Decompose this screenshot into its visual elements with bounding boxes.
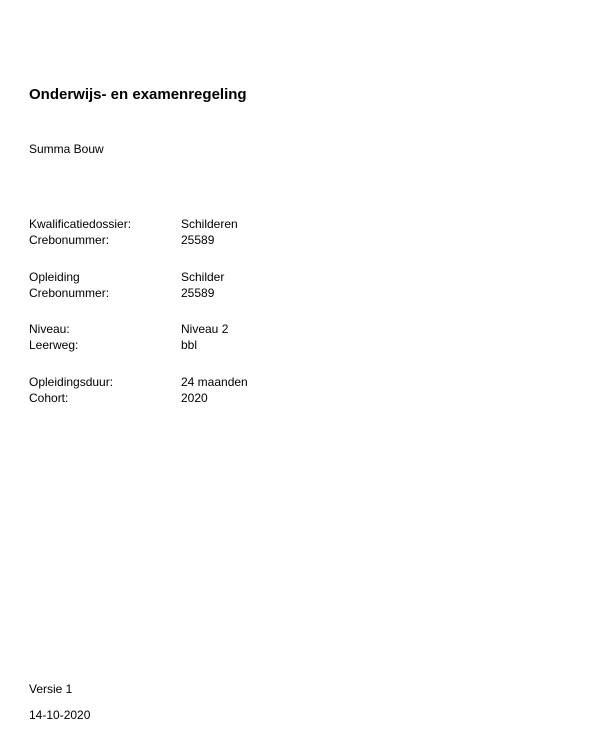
detail-group-level xyxy=(29,321,248,353)
detail-row xyxy=(29,321,248,337)
detail-label: Opleiding xyxy=(29,269,80,284)
detail-row xyxy=(29,269,248,285)
detail-value: 25589 xyxy=(181,285,215,300)
detail-row xyxy=(29,374,248,390)
detail-label: Crebonummer: xyxy=(29,285,110,300)
qualification-details xyxy=(29,216,248,426)
detail-value: 24 maanden xyxy=(181,374,248,389)
detail-value: Schilder xyxy=(181,269,225,284)
detail-label: Leerweg: xyxy=(29,338,79,352)
detail-row xyxy=(29,232,248,248)
detail-group-qualification xyxy=(29,216,248,248)
organization-name: Summa Bouw xyxy=(29,142,104,156)
detail-label: Crebonummer: xyxy=(29,233,110,247)
detail-row xyxy=(29,285,248,301)
detail-label: Niveau: xyxy=(29,322,70,336)
detail-value: 2020 xyxy=(181,390,208,405)
detail-value: 25589 xyxy=(181,233,215,247)
detail-value: Schilderen xyxy=(181,217,238,231)
detail-value: Niveau 2 xyxy=(181,322,229,336)
detail-row xyxy=(29,390,248,406)
detail-row xyxy=(29,337,248,353)
detail-label: Kwalificatiedossier: xyxy=(29,217,132,231)
detail-label: Cohort: xyxy=(29,390,69,405)
detail-group-duration xyxy=(29,374,248,406)
document-date: 14-10-2020 xyxy=(29,708,91,722)
detail-label: Opleidingsduur: xyxy=(29,374,114,389)
document-title: Onderwijs- en examenregeling xyxy=(29,86,247,103)
detail-value: bbl xyxy=(181,338,198,352)
detail-row xyxy=(29,216,248,232)
detail-group-education xyxy=(29,269,248,301)
version-label: Versie 1 xyxy=(29,682,73,696)
